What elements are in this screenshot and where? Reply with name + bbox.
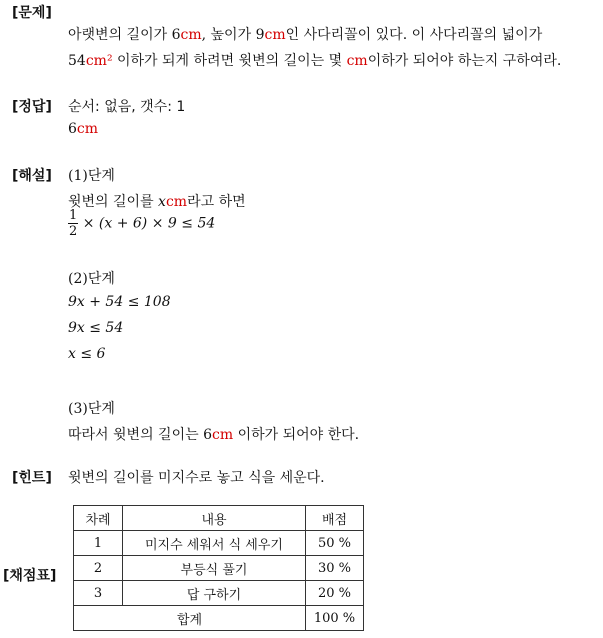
total-value: 100 % [306,606,364,631]
row-order: 2 [74,556,123,581]
problem-text: 인 사다리꼴이 있다. 이 사다리꼴의 넓이가 [285,27,543,43]
solution-text: 따라서 윗변의 길이는 [68,427,204,443]
hint-label: [힌트] [12,470,52,486]
header-order: 차례 [74,506,123,531]
fraction-numerator: 1 [69,208,78,223]
row-content: 부등식 풀기 [123,556,306,581]
step-2-eq-2: 9x ≤ 54 [68,320,124,336]
variable-x: x [158,194,166,210]
problem-value: 9 [255,27,265,43]
problem-text: 이하가 되게 하려면 윗변의 길이는 몇 [112,53,347,69]
problem-value: 54 [68,53,86,69]
unit-cm: cm [346,53,368,69]
table-row [74,556,364,581]
problem-text: , 높이가 [201,27,256,43]
problem-text: 아랫변의 길이가 [68,27,172,43]
problem-text: 이하가 되어야 하는지 구하여라. [367,53,562,69]
total-label: 합계 [74,606,306,631]
step-2-eq-3: x ≤ 6 [68,346,106,362]
rubric-label: [채점표] [3,568,57,584]
hint-text: 윗변의 길이를 미지수로 놓고 식을 세운다. [68,470,325,486]
header-points: 배점 [306,506,364,531]
table-row [74,581,364,606]
unit-cm2: cm² [85,53,113,69]
header-content: 내용 [123,506,306,531]
fraction-one-half [68,208,78,239]
problem-value: 6 [171,27,181,43]
step-2-label: (2)단계 [68,271,115,287]
table-row [74,531,364,556]
unit-cm: cm [165,194,188,210]
table-header-row [74,506,364,531]
step-1-label: (1)단계 [68,168,115,184]
answer-number: 6 [203,427,212,443]
row-content: 답 구하기 [123,581,306,606]
unit-cm: cm [180,27,202,43]
step-3-text [68,424,359,444]
solution-label: [해설] [12,168,52,184]
solution-text: 라고 하면 [187,194,246,210]
step-3-label: (3)단계 [68,401,115,417]
row-points: 20 % [306,581,364,606]
answer-label: [정답] [12,99,52,115]
step-2-eq-1: 9x + 54 ≤ 108 [68,294,171,310]
equation: × (x + 6) × 9 ≤ 54 [78,215,216,232]
row-order: 1 [74,531,123,556]
unit-cm: cm [76,121,99,137]
answer-value [68,121,98,137]
problem-line-2 [68,50,561,70]
row-points: 50 % [306,531,364,556]
row-order: 3 [74,581,123,606]
unit-cm: cm [264,27,286,43]
table-total-row [74,606,364,631]
step-1-equation [68,208,215,239]
row-content: 미지수 세워서 식 세우기 [123,531,306,556]
answer-number: 6 [68,121,77,137]
row-points: 30 % [306,556,364,581]
problem-label: [문제] [12,5,52,21]
rubric-table [73,505,364,631]
solution-text: 윗변의 길이를 [68,194,159,210]
problem-line-1 [68,24,542,44]
solution-text: 이하가 되어야 한다. [233,427,360,443]
answer-meta: 순서: 없음, 갯수: 1 [68,99,186,115]
unit-cm: cm [212,427,234,443]
fraction-denominator: 2 [69,224,78,239]
